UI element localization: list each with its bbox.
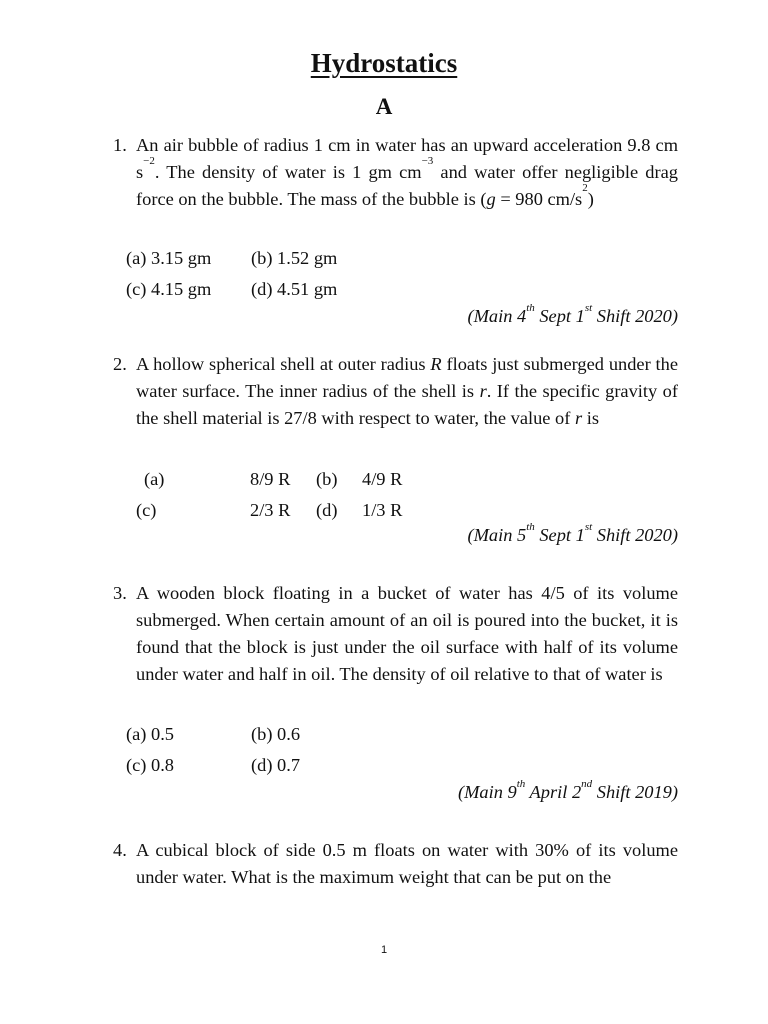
option-c: (c) 0.8 (126, 755, 174, 775)
option-d: (d) 4.51 gm (251, 279, 338, 299)
question-stem: A hollow spherical shell at outer radius R floats just submerged under the water surface. The inner radius of the shell is r. If the specific gravity of the shell material is 27/8 with respect to water, the value of r is (136, 354, 679, 428)
question-number: 2. (113, 354, 127, 374)
option-c-value: 2/3 R (250, 500, 291, 520)
option-d-label: (d) (316, 500, 338, 520)
question-source: (Main 9th April 2nd Shift 2019) (457, 778, 678, 802)
option-c: (c) 4.15 gm (126, 279, 212, 299)
question-stem: An air bubble of radius 1 cm in water has an upward acceleration 9.8 cm $s^{-2}$. The density of water is 1 gm $cm^{-3}$ and water offer negligible drag force on the bubble. The mass of the bubble is (g = 980 $cm/s^2$) (136, 135, 678, 209)
document-title: Hydrostatics (310, 48, 458, 78)
question-number: 3. (113, 583, 127, 603)
question-stem: A cubical block of side 0.5 m floats on water with 30% of its volume under water. What is the maximum weight that can be put on the (136, 840, 678, 887)
question-source: (Main 5th Sept 1st Shift 2020) (467, 521, 678, 545)
question-3 (113, 580, 678, 688)
option-a: (a) 3.15 gm (126, 248, 212, 268)
question-2 (113, 351, 678, 432)
option-b: (b) 0.6 (251, 724, 301, 744)
option-d: (d) 0.7 (251, 755, 301, 775)
option-a-value: 8/9 R (250, 469, 291, 489)
question-source: (Main 4th Sept 1st Shift 2020) (467, 302, 678, 326)
option-a: (a) 0.5 (126, 724, 174, 744)
option-b: (b) 1.52 gm (251, 248, 338, 268)
option-b-label: (b) (316, 469, 338, 489)
option-a-label: (a) (144, 469, 165, 489)
question-stem: A wooden block floating in a bucket of water has 4/5 of its volume submerged. When certain amount of an oil is poured into the bucket, it is found that the block is just under the oil surface with half of its volume under water and half in oil. The density of oil relative to that of water is (136, 583, 678, 684)
option-c-label: (c) (136, 500, 157, 520)
question-1 (113, 132, 678, 213)
option-b-value: 4/9 R (362, 469, 403, 489)
section-heading: A (375, 94, 393, 119)
question-number: 4. (113, 840, 127, 860)
question-4 (113, 837, 678, 891)
question-number: 1. (113, 135, 127, 155)
option-d-value: 1/3 R (362, 500, 403, 520)
page-number: 1 (380, 944, 388, 956)
